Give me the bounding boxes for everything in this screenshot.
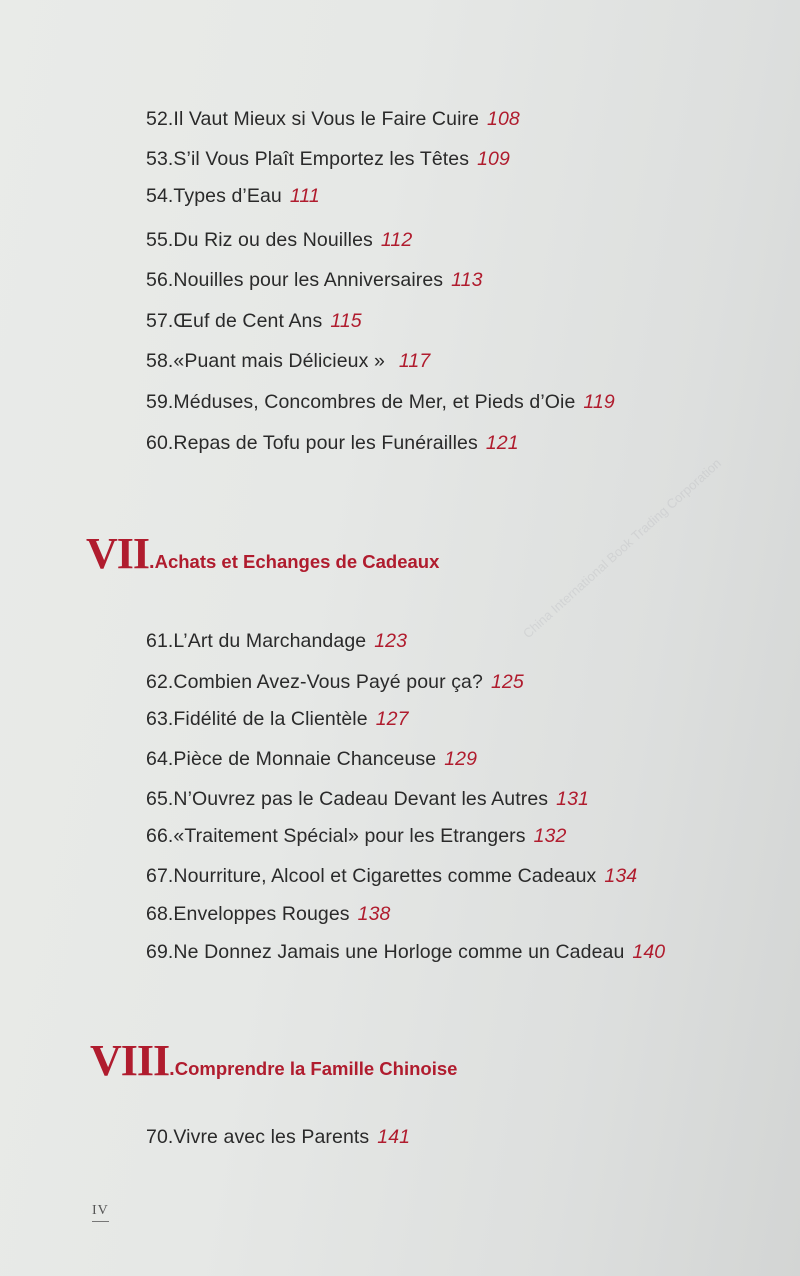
entry-number: 70.	[146, 1126, 174, 1148]
entry-page: 131	[556, 788, 589, 810]
entry-page: 115	[330, 310, 362, 332]
entry-title: Il Vaut Mieux si Vous le Faire Cuire	[173, 108, 480, 130]
entry-title: «Traitement Spécial» pour les Etrangers	[173, 825, 526, 847]
entry-number: 54.	[146, 185, 174, 207]
entry-title: N’Ouvrez pas le Cadeau Devant les Autres	[173, 788, 549, 810]
entry-title: Ne Donnez Jamais une Horloge comme un Cadeau	[173, 941, 625, 963]
entry-title: Pièce de Monnaie Chanceuse	[173, 748, 437, 770]
toc-entry	[146, 630, 407, 653]
entry-page: 123	[374, 630, 408, 652]
toc-entry	[146, 825, 566, 848]
entry-page: 117	[398, 350, 431, 372]
entry-page: 111	[289, 185, 320, 207]
entry-page: 134	[604, 865, 638, 887]
toc-entry	[146, 350, 430, 373]
entry-number: 59.	[146, 391, 174, 413]
entry-page: 125	[490, 671, 524, 693]
entry-number: 57.	[146, 310, 174, 332]
entry-number: 66.	[146, 825, 174, 847]
entry-title: Nourriture, Alcool et Cigarettes comme Cadeaux	[173, 865, 597, 887]
entry-page: 119	[583, 391, 615, 413]
entry-number: 53.	[146, 148, 174, 170]
publisher-watermark: China International Book Trading Corporation	[520, 455, 724, 642]
entry-page: 127	[375, 708, 409, 730]
toc-entry	[146, 865, 637, 888]
entry-number: 52.	[146, 108, 174, 130]
entry-title: Repas de Tofu pour les Funérailles	[173, 432, 478, 454]
toc-entry	[146, 748, 477, 771]
toc-entry	[146, 108, 520, 131]
entry-number: 68.	[146, 903, 174, 925]
entry-title: Du Riz ou des Nouilles	[173, 229, 373, 251]
toc-entry	[146, 903, 391, 926]
entry-number: 69.	[146, 941, 174, 963]
entry-number: 56.	[146, 269, 174, 291]
entry-title: Nouilles pour les Anniversaires	[173, 269, 444, 291]
toc-entry	[146, 185, 320, 208]
section-dot: .	[169, 1058, 175, 1080]
toc-entry	[146, 269, 483, 292]
entry-page: 138	[357, 903, 391, 925]
entry-page: 140	[632, 941, 666, 963]
entry-title: Œuf de Cent Ans	[173, 310, 323, 332]
toc-entry	[146, 229, 412, 252]
entry-title: S’il Vous Plaît Emportez les Têtes	[173, 148, 470, 170]
entry-title: Enveloppes Rouges	[173, 903, 350, 925]
entry-page: 113	[451, 269, 483, 291]
toc-entry	[146, 1126, 410, 1149]
entry-title: Combien Avez-Vous Payé pour ça?	[173, 671, 483, 693]
section-heading-viii	[90, 1035, 457, 1086]
entry-page: 112	[380, 229, 413, 251]
entry-page: 109	[477, 148, 510, 170]
entry-number: 62.	[146, 671, 174, 693]
entry-title: Vivre avec les Parents	[173, 1126, 370, 1148]
toc-entry	[146, 391, 615, 414]
entry-number: 55.	[146, 229, 174, 251]
toc-entry	[146, 941, 665, 964]
toc-entry	[146, 708, 409, 731]
entry-page: 129	[444, 748, 478, 770]
entry-title: Fidélité de la Clientèle	[173, 708, 368, 730]
entry-number: 65.	[146, 788, 174, 810]
toc-entry	[146, 432, 519, 455]
section-numeral: VIII	[90, 1036, 170, 1085]
entry-title: «Puant mais Délicieux »	[173, 350, 385, 372]
entry-page: 121	[485, 432, 519, 454]
entry-number: 61.	[146, 630, 174, 652]
entry-page: 141	[377, 1126, 411, 1148]
toc-entry	[146, 310, 362, 333]
page-number: IV	[92, 1203, 109, 1222]
toc-entry	[146, 148, 510, 171]
entry-number: 63.	[146, 708, 174, 730]
entry-title: L’Art du Marchandage	[173, 630, 367, 652]
entry-number: 58.	[146, 350, 174, 372]
toc-entry	[146, 671, 524, 694]
entry-title: Types d’Eau	[173, 185, 282, 207]
entry-page: 108	[487, 108, 520, 130]
section-dot: .	[149, 551, 155, 573]
entry-number: 67.	[146, 865, 174, 887]
section-numeral: VII	[86, 529, 150, 578]
section-title: Comprendre la Famille Chinoise	[174, 1058, 458, 1079]
section-heading-vii	[86, 528, 439, 579]
entry-title: Méduses, Concombres de Mer, et Pieds d’Oie	[173, 391, 576, 413]
entry-page: 132	[533, 825, 567, 847]
toc-entry	[146, 788, 589, 811]
entry-number: 64.	[146, 748, 174, 770]
entry-number: 60.	[146, 432, 174, 454]
section-title: Achats et Echanges de Cadeaux	[154, 551, 440, 572]
